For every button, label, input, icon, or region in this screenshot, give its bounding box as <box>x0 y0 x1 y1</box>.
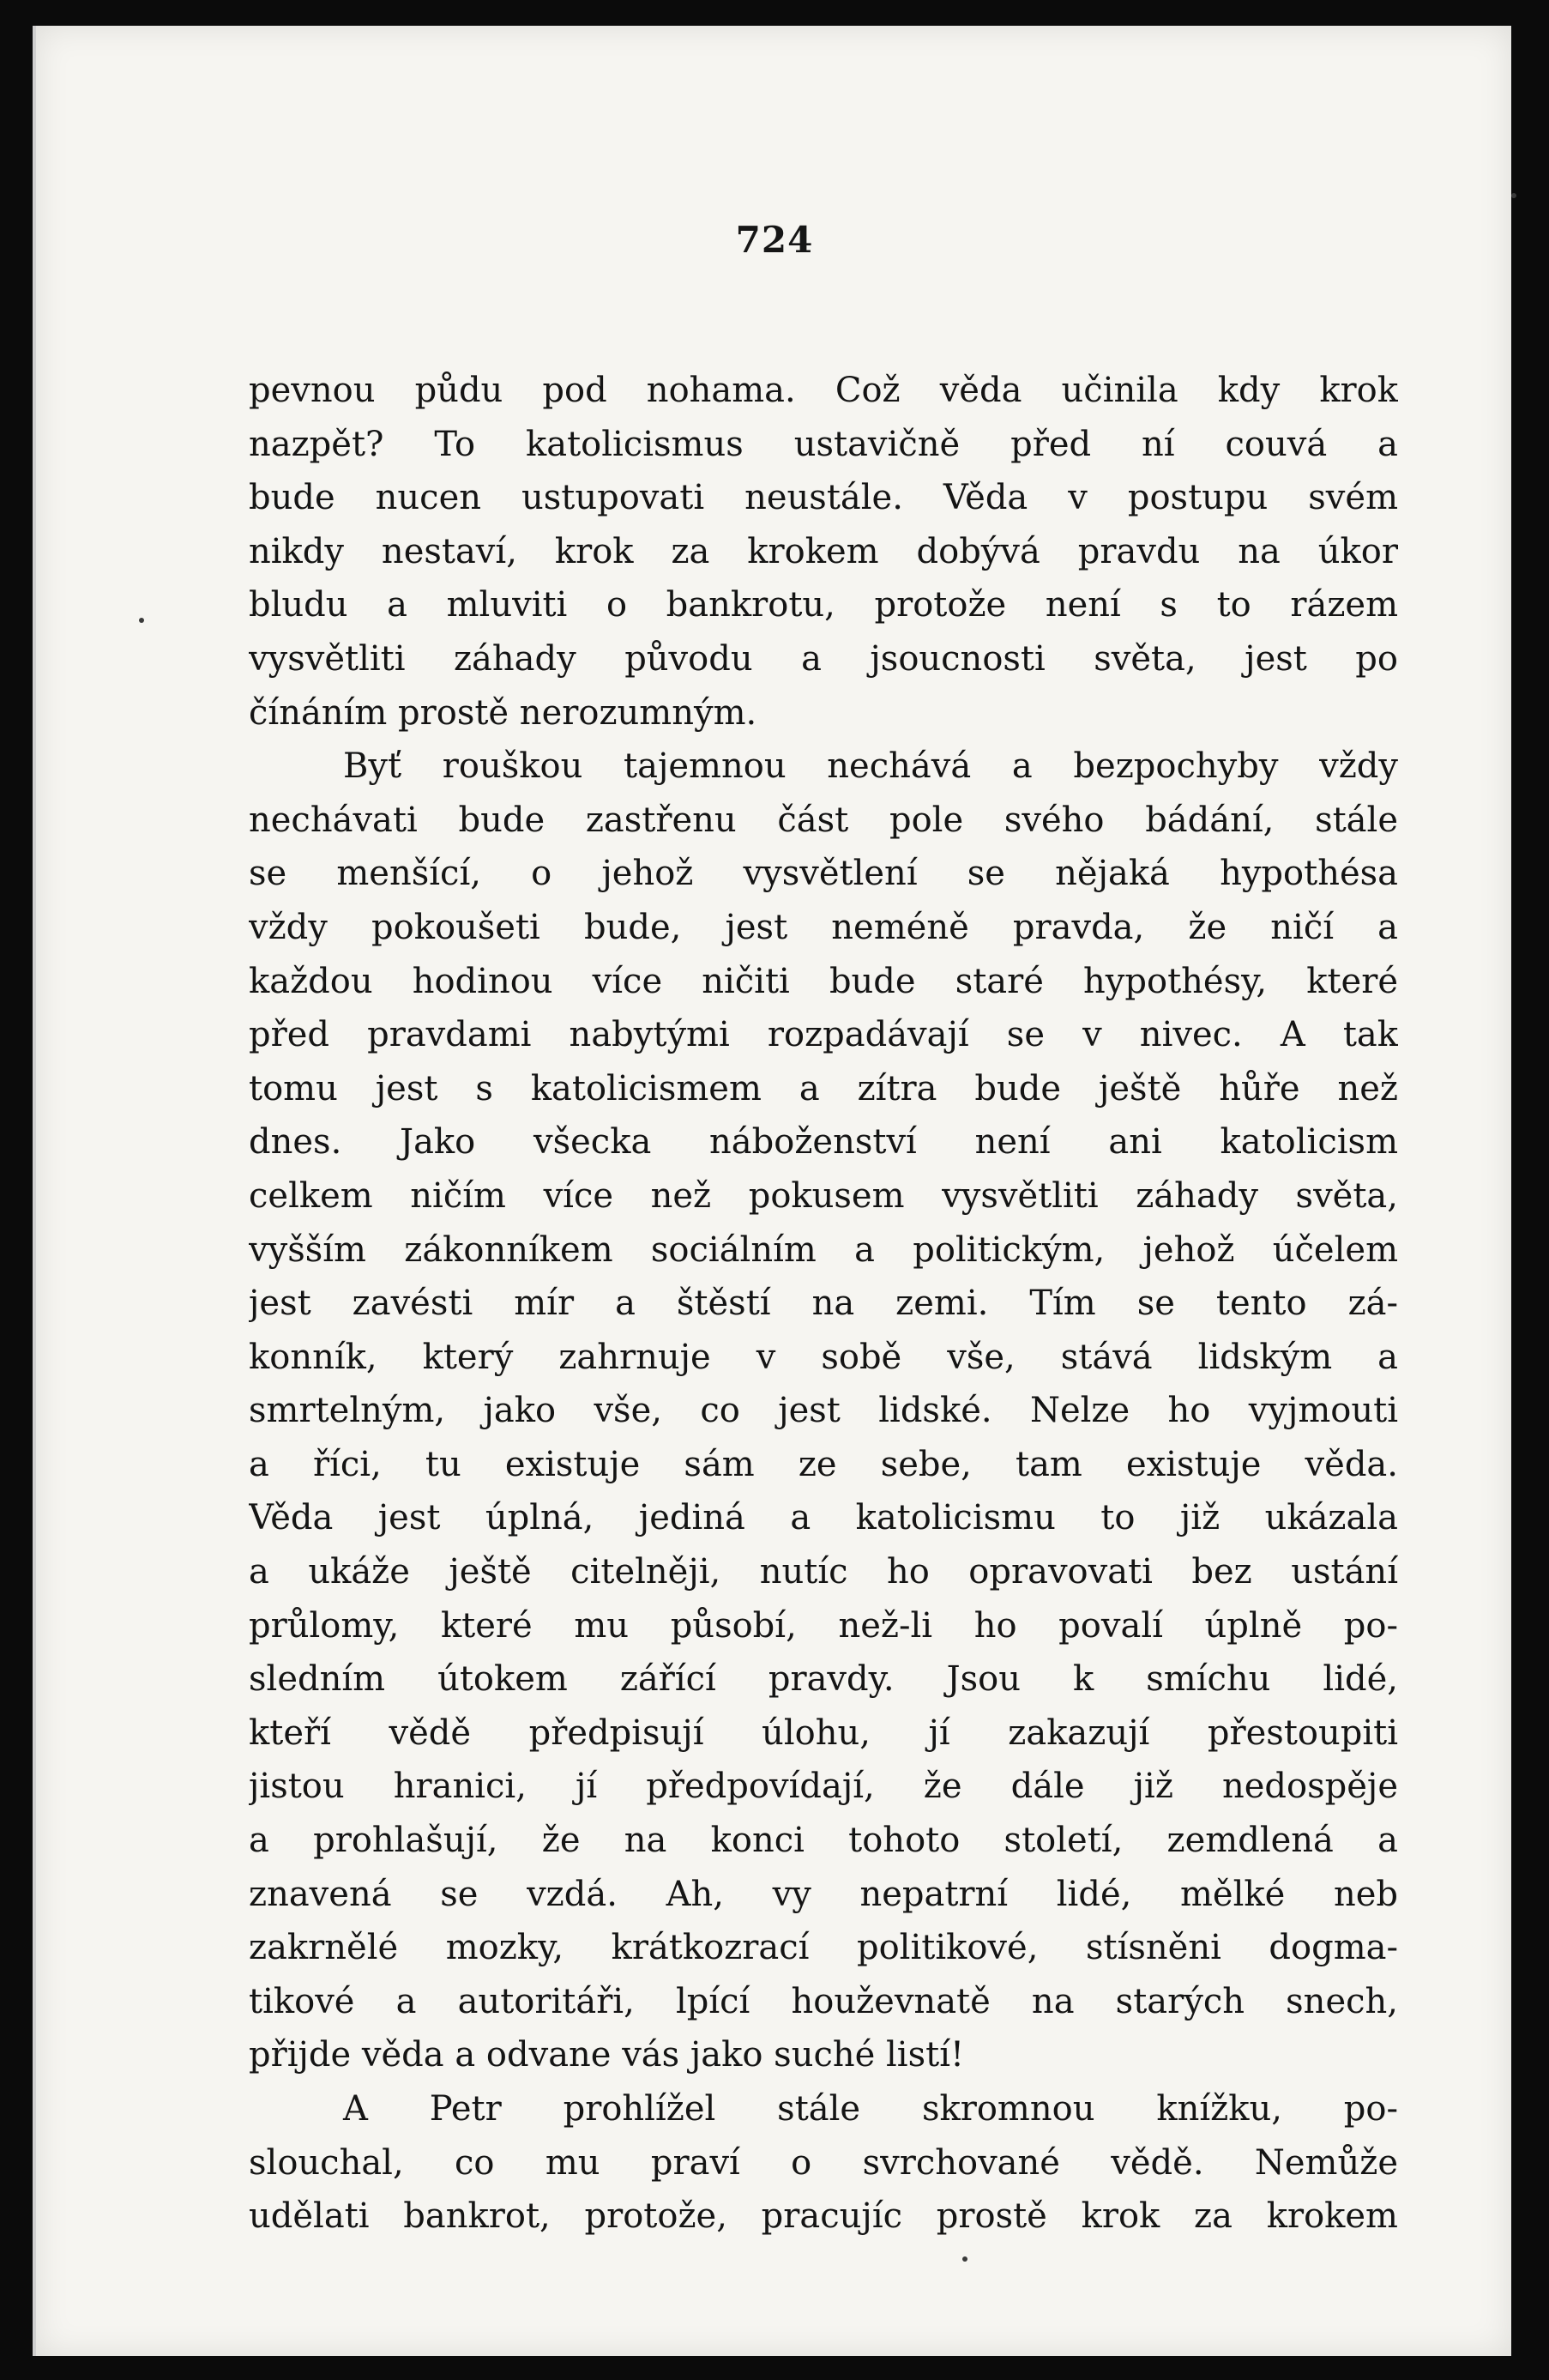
ink-speck <box>139 618 144 623</box>
text-line: pevnou půdu pod nohama. Což věda učinila kdy krok <box>249 371 1398 410</box>
text-line: a ukáže ještě citelněji, nutíc ho opravovati bez ustání <box>249 1552 1398 1592</box>
text-line: slouchal, co mu praví o svrchované vědě. Nemůže <box>249 2142 1398 2183</box>
text-line: jest zavésti mír a štěstí na zemi. Tím se tento zá- <box>249 1284 1398 1324</box>
text-line: a prohlašují, že na konci tohoto století, zemdlená a <box>249 1821 1398 1861</box>
body-text <box>249 364 1398 2244</box>
text-line: vždy pokoušeti bude, jest neméně pravda, že ničí a <box>249 907 1398 947</box>
paragraph-start-line: Byť rouškou tajemnou nechává a bezpochyby vždy <box>343 746 1398 787</box>
text-line: smrtelným, jako vše, co jest lidské. Nelze ho vyjmouti <box>249 1391 1398 1431</box>
paragraph-start-line: A Petr prohlížel stále skromnou knížku, po- <box>343 2089 1398 2129</box>
text-line: tomu jest s katolicismem a zítra bude ještě hůře než <box>249 1068 1398 1108</box>
text-line: před pravdami nabytými rozpadávají se v nivec. A tak <box>249 1015 1398 1055</box>
text-line: dnes. Jako všecka náboženství není ani katolicism <box>249 1122 1398 1163</box>
text-line: nikdy nestaví, krok za krokem dobývá pravdu na úkor <box>249 531 1398 571</box>
text-line: přijde věda a odvane vás jako suché listí! <box>249 2035 965 2075</box>
text-line: každou hodinou více ničiti bude staré hypothésy, které <box>249 961 1398 1001</box>
text-line: čínáním prostě nerozumným. <box>249 692 757 733</box>
text-line: se menšící, o jehož vysvětlení se nějaká hypothésa <box>249 854 1398 894</box>
text-line: vysvětliti záhady původu a jsoucnosti světa, jest po <box>249 638 1398 679</box>
text-line: nechávati bude zastřenu část pole svého bádání, stále <box>249 800 1398 840</box>
text-line: kteří vědě předpisují úlohu, jí zakazují přestoupiti <box>249 1713 1398 1753</box>
text-line: tikové a autoritáři, lpící houževnatě na starých snech, <box>249 1981 1398 2021</box>
ink-speck <box>1511 193 1516 198</box>
text-line: vyšším zákonníkem sociálním a politickým, jehož účelem <box>249 1229 1398 1270</box>
page-number: 724 <box>735 219 814 261</box>
ink-speck <box>962 2256 967 2262</box>
text-line: znavená se vzdá. Ah, vy nepatrní lidé, mělké neb <box>249 1874 1398 1914</box>
text-line: udělati bankrot, protože, pracujíc prostě krok za krokem <box>249 2196 1398 2237</box>
text-line: celkem ničím více než pokusem vysvětliti záhady světa, <box>249 1175 1398 1216</box>
text-line: a říci, tu existuje sám ze sebe, tam existuje věda. <box>249 1444 1398 1484</box>
text-line: Věda jest úplná, jediná a katolicismu to již ukázala <box>249 1498 1398 1538</box>
text-line: průlomy, které mu působí, než-li ho povalí úplně po- <box>249 1605 1398 1646</box>
text-line: jistou hranici, jí předpovídají, že dále již nedospěje <box>249 1767 1398 1807</box>
text-line: nazpět? To katolicismus ustavičně před ní couvá a <box>249 424 1398 464</box>
text-line: sledním útokem zářící pravdy. Jsou k smíchu lidé, <box>249 1659 1398 1700</box>
text-line: bludu a mluviti o bankrotu, protože není s to rázem <box>249 585 1398 625</box>
text-line: bude nucen ustupovati neustále. Věda v postupu svém <box>249 478 1398 518</box>
text-line: konník, který zahrnuje v sobě vše, stává lidským a <box>249 1337 1398 1377</box>
text-line: zakrnělé mozky, krátkozrací politikové, stísněni dogma- <box>249 1928 1398 1968</box>
